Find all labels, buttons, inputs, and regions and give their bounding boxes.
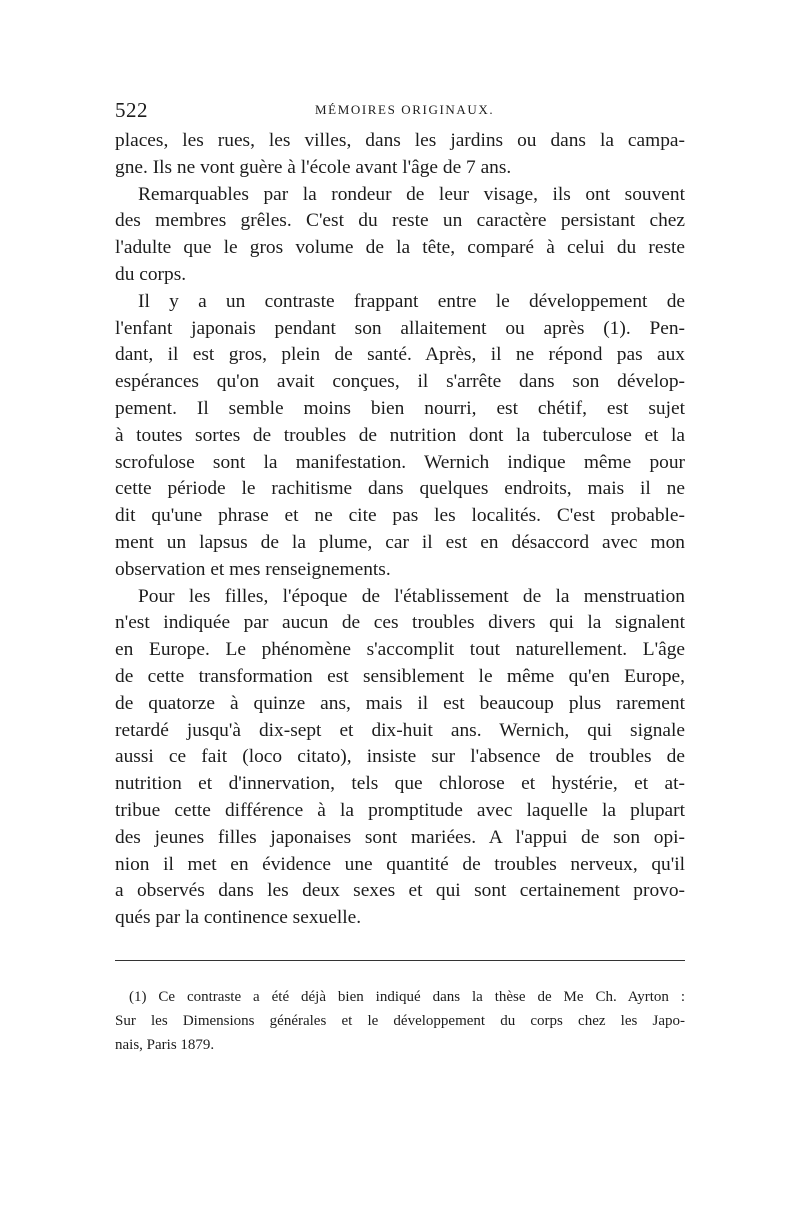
text-line: à toutes sortes de troubles de nutrition dont la tuberculose et la: [115, 424, 685, 446]
page-number: 522: [115, 98, 148, 122]
text-line: places, les rues, les villes, dans les jardins ou dans la campa-: [115, 130, 685, 151]
text-line: dant, il est gros, plein de santé. Après, il ne répond pas aux: [115, 344, 685, 366]
text-line: dit qu'une phrase et ne cite pas les localités. C'est probable-: [115, 505, 685, 527]
text-line: l'enfant japonais pendant son allaitement ou après (1). Pen-: [115, 317, 685, 339]
text-line: gne. Ils ne vont guère à l'école avant l'âge de 7 ans.: [115, 156, 512, 178]
text-line: des membres grêles. C'est du reste un caractère persistant chez: [115, 210, 685, 232]
text-line: nion il met en évidence une quantité de troubles nerveux, qu'il: [115, 853, 685, 875]
text-line: espérances qu'on avait conçues, il s'arrête dans son dévelop-: [115, 371, 685, 393]
text-line: du corps.: [115, 263, 187, 285]
text-line: de cette transformation est sensiblement le même qu'en Europe,: [115, 665, 685, 687]
text-line: en Europe. Le phénomène s'accomplit tout naturellement. L'âge: [115, 639, 685, 661]
text-line: tribue cette différence à la promptitude avec laquelle la plupart: [115, 799, 685, 821]
footnote-line: (1) Ce contraste a été déjà bien indiqué dans la thèse de Me Ch. Ayrton :: [129, 989, 685, 1005]
text-line: des jeunes filles japonaises sont mariées. A l'appui de son opi-: [115, 826, 685, 848]
footnote-line: Sur les Dimensions générales et le développement du corps chez les Japo-: [115, 1013, 685, 1029]
text-line: scrofulose sont la manifestation. Wernich indique même pour: [115, 451, 685, 473]
page-header: [115, 98, 685, 122]
text-line: n'est indiquée par aucun de ces troubles divers qui la signalent: [115, 612, 685, 634]
text-line: Il y a un contraste frappant entre le développement de: [138, 290, 685, 312]
text-line: aussi ce fait (loco citato), insiste sur l'absence de troubles de: [115, 746, 685, 768]
text-line: cette période le rachitisme dans quelques endroits, mais il ne: [115, 478, 685, 500]
running-head: MÉMOIRES ORIGINAUX.: [315, 102, 495, 117]
text-line: ment un lapsus de la plume, car il est en désaccord avec mon: [115, 531, 685, 553]
footnote-line: nais, Paris 1879.: [115, 1037, 215, 1053]
text-line: observation et mes renseignements.: [115, 558, 391, 580]
text-line: nutrition et d'innervation, tels que chlorose et hystérie, et at-: [115, 773, 685, 795]
text-line: Pour les filles, l'époque de l'établissement de la menstruation: [138, 585, 685, 607]
footnote-divider: [115, 960, 685, 961]
footnote: [115, 985, 685, 1057]
text-line: de quatorze à quinze ans, mais il est beaucoup plus rarement: [115, 692, 685, 714]
text-line: a observés dans les deux sexes et qui sont certainement provo-: [115, 880, 685, 902]
body-text: [115, 128, 685, 932]
text-line: pement. Il semble moins bien nourri, est chétif, est sujet: [115, 397, 685, 419]
text-line: qués par la continence sexuelle.: [115, 907, 362, 929]
text-line: Remarquables par la rondeur de leur visage, ils ont souvent: [138, 183, 685, 205]
text-line: retardé jusqu'à dix-sept et dix-huit ans. Wernich, qui signale: [115, 719, 685, 741]
text-line: l'adulte que le gros volume de la tête, comparé à celui du reste: [115, 237, 685, 259]
